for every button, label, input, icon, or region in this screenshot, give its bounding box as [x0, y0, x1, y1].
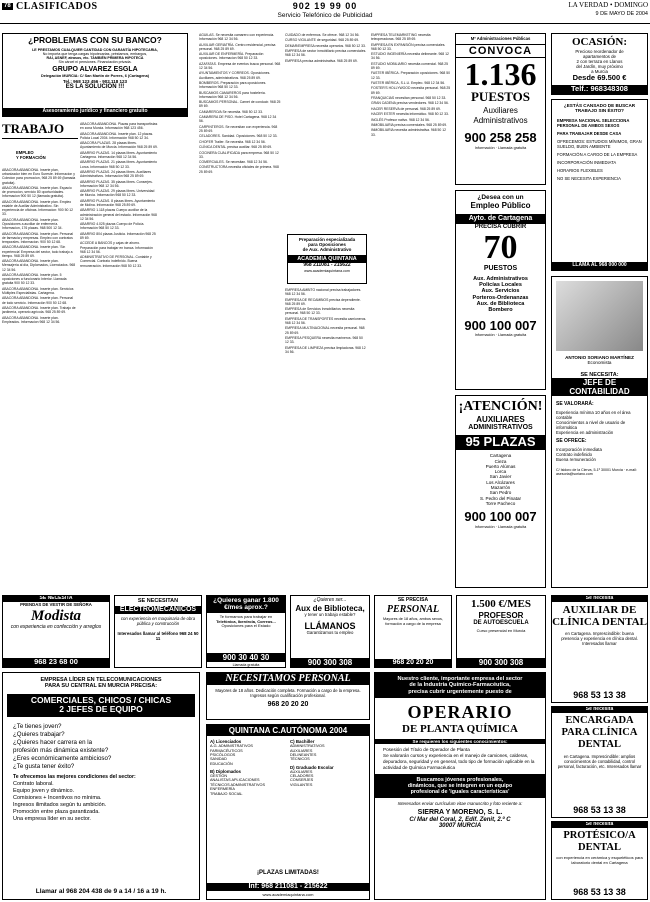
economista-val-heading: SE VALORARÁ: [556, 401, 594, 408]
telecom-offer: Equipo joven y dinámico. [13, 788, 75, 795]
list-ad-title2: TRABAJO SIN ÉXITO? [575, 108, 624, 114]
listing-item: ABACORA ABANDONA. Inserte plan. 'Sin experiencia' Empresa del sector, todo trabajo a tiempo. 968 25 89 69. [2, 245, 73, 258]
quimica-req: Posesión del Título de Operador de Planta [383, 746, 470, 752]
ad-ayto-cartagena-70 [455, 190, 546, 390]
listing-item: AGUILAS. Se necesita camarero con experiencia. Información 968 12 34 56. [199, 33, 275, 42]
quintana-item: AUXILIARES [290, 748, 313, 753]
academia-tel: 968 211081 - 215622 [303, 261, 351, 268]
biblio-tel: 900 300 308 [291, 658, 369, 667]
listing-item: CHOFER Trailer. Se necesita. 968 12 34 56. [199, 139, 266, 144]
quieres-line: Oposiciones para el Estado [221, 623, 271, 629]
electro-tel: Interesados llamar al teléfono 968 24 50 11 [117, 631, 199, 642]
dental-top: Se necesita [552, 822, 647, 828]
listings-column-1 [2, 168, 76, 588]
ad-banco-tel: Tel.: 968 123 456 - 902 118 123 [63, 78, 127, 84]
quieres-line: Telefónica, Iberdrola, Correos... [216, 618, 276, 624]
dental-top: Se necesita [552, 596, 647, 602]
list-ad-item: OFRECEMOS: ESTUDIOS MÍNIMOS, GRAN SUELDO, BUEN AMBIENTE [557, 138, 642, 149]
ad-problemas-banco [2, 33, 188, 117]
atencion-place: Puerto Alúmas [485, 463, 516, 469]
listing-item: ESTUDIO INGENIERÍA necesita delineante. 968 12 34 56. [371, 52, 449, 61]
quintana-tel: Inf: 968 211081 - 215622 [207, 883, 369, 891]
economista-val: Experiencia mínima 10 años en el área contable [556, 410, 631, 420]
electro-title: ELECTROMECÁNICOS [115, 606, 201, 614]
listing-item: CURSO VIGILANTE de seguridad. 968 25 89 69. [285, 38, 360, 43]
academia-line2: para Oposiciones [308, 242, 346, 248]
ayto-detail: Bombero [488, 307, 513, 314]
ad-profesor-autoescuela [456, 595, 546, 668]
economista-role: Economista [587, 360, 612, 366]
atencion-place: Los Alcázares [486, 479, 515, 485]
listing-item: ABACORA ABANDONA. Inserte plan. Empleados. Informacion 968 12 34 56. [2, 315, 61, 324]
ad-jefe-contabilidad [551, 276, 648, 588]
quintana-item: CELADORES [290, 774, 314, 779]
page-header [0, 0, 650, 24]
ayto-detail: Porteros-Ordenanzas [472, 294, 529, 301]
atencion-foot: Información · Llamada gratuita [474, 525, 527, 530]
listing-item: EMPRESA precisa administrativa. 968 25 89 69. [285, 58, 358, 63]
quintana-item: CONSERJES [290, 778, 314, 783]
page-number: 78 [4, 3, 11, 9]
listing-item: ABACORA ABANDONA. Plazas para transportistas en zona Murcia. Información 968 123 456. [80, 122, 158, 131]
telecom-question: ¿Quieres trabajar? [13, 731, 65, 739]
dental-title: PROTÉSICO/A DENTAL [563, 829, 636, 853]
quimica-profile: Buscamos jóvenes profesionales, [416, 776, 504, 783]
modista-desc: con experiencia en confección y arreglos [10, 623, 102, 630]
telecom-question: ¿Te tienes joven? [13, 723, 62, 731]
quintana-item: TÉCNICOS ADMINISTRATIVOS [210, 782, 265, 787]
list-ad-tel: LLAMA AL 968 000 000 [552, 262, 647, 270]
listing-item: ABACORA PLAZAS. 28 plazas libres. Ayuntamiento de Murcia. Información 968 25 89 69. [80, 141, 158, 150]
quintana-item: A.G. ADMINISTRATIVOS [210, 744, 253, 749]
ad-cansado-buscar-trabajo [551, 99, 648, 271]
modista-sub: PRENDAS DE VESTIR DE SEÑORA [20, 601, 92, 607]
trabajo-heading: TRABAJO [2, 122, 65, 136]
listing-item: EMPRESA de Servicios Inmobiliarios necesita personal. 968 50 12 33. [285, 307, 355, 316]
ayto-tel: 900 100 007 [464, 317, 537, 333]
convoca-foot: Información · Llamada gratuita [474, 145, 527, 150]
personal-tel: 968 20 20 20 [375, 659, 451, 667]
listing-item: EMPRESA DE RECAMBIOS precisa dependiente. 968 25 89 69. [285, 297, 361, 306]
quimica-city: 30007 MURCIA [438, 823, 482, 830]
listing-item: DEMAR/EMPRESA necesita operarios. 968 50 12 33. [285, 43, 366, 48]
economista-need: SE NECESITA: [580, 371, 619, 378]
convoca-top: Mº Administraciones Públicas [470, 36, 531, 41]
convoca-tel: 900 258 258 [464, 129, 537, 145]
quieres-line: Te formamos para trabajar en [219, 613, 273, 619]
telecom-question: ¿Quieres hacer carrera en la [13, 739, 93, 747]
telecom-question: ¿Te gusta tener éxito? [13, 763, 75, 771]
listing-item: ABARRIO 4.025 plazas Cuerpo de Policía. Información 968 50 12 33. [80, 222, 145, 231]
quintana-web: www.academiaquintana.com [262, 892, 314, 898]
ad-telecomunicaciones [2, 672, 200, 900]
quieres-foot: Llamada gratuita [232, 662, 260, 667]
ad-convoca-1136 [455, 33, 546, 185]
listing-item: HACER RESERVA de personal. 968 25 89 69. [371, 106, 441, 111]
listing-item: BUSCAMOS CAMAREROS para hostelería. Información 968 12 34 56. [199, 90, 266, 99]
ocasion-line: Precioso reordenador de [575, 48, 624, 54]
listing-item: ABACORA ABANDONA. Inserte plan. Personal de farmacia y empresas. Empleo con contratos temporales. Informacion. 900 50 12 68. [2, 231, 74, 244]
listing-item: CAMARERA DE PISO. Hotel Cartagena. 968 12 34 56. [199, 115, 277, 124]
atencion-place: Cieza [494, 458, 507, 464]
atencion-place: S. Pedro del Pinatar [479, 495, 522, 501]
economista-title1: JEFE DE [552, 378, 647, 387]
list-ad-item: PARA TRABAJAR DESDE CASA [557, 130, 622, 136]
ocasion-line: a Murcia [591, 68, 608, 74]
newspaper-name: LA VERDAD • DOMINGO [568, 1, 648, 9]
listing-item: COMERCIALES. Se necesitan. 968 12 34 56. [199, 160, 268, 165]
academia-brand: ACADEMIA QUINTANA [288, 255, 366, 263]
economista-off: Buena remuneración [556, 456, 596, 462]
academia-line1: Preparación especializada [298, 237, 356, 242]
ad-banco-office: Delegación MURCIA: C/ San Martín de Porres, 6 (Cartagena) [40, 74, 150, 79]
ad-banco-title: ¿PROBLEMAS CON SU BANCO? [28, 35, 162, 45]
ocasion-line: del Jardín, muy próximo [576, 63, 623, 69]
telecom-line1: EMPRESA LÍDER EN TELECOMUNICACIONES [40, 677, 162, 683]
quimica-line2: de la Industria Químico-Farmacéutica, [409, 682, 511, 689]
quieres-title: ¿Quieres ganar 1.800 €/mes aprox.? [207, 596, 285, 613]
logo-graphic-icon [556, 281, 643, 351]
listing-item: ABACORA ABANDONA. Inserte plan. Oposiciones a auxiliar de enfermería. Informacion, 176 plazas. 968 500 12 34. [2, 217, 63, 231]
list-ad-item: HORARIOS FLEXIBLES [557, 167, 603, 173]
listing-item: AUXILIAR GERIATRÍA. Centro residencial, precisa personal. 968 25 89 69. [199, 42, 276, 51]
necesitamos-tel: 968 20 20 20 [267, 700, 309, 708]
listing-item: AYUNTAMIENTOS Y CORREOS. Oposiciones. Auxiliares, administrativos. 968 25 89 69. [199, 71, 271, 80]
convoca-puestos: PUESTOS [470, 89, 530, 105]
quintana-item: FARMACÉUTICOS [210, 748, 243, 753]
listing-item: CARPINTEROS. Se necesitan con experiencia. 968 25 89 69. [199, 124, 278, 133]
atencion-place: Cartagena [489, 453, 512, 459]
ocasion-tel: Telf.: 968348308 [552, 85, 647, 94]
quintana-item: SANIDAD [210, 757, 227, 762]
listing-item: CAMARERO/A Se necesita. 968 50 12 33. [199, 109, 263, 114]
quintana-group-heading: C) Bachiller [290, 739, 315, 745]
ad-banco-line2: No importa que tenga cargas hipotecarias, préstamos, embargos, [42, 51, 148, 56]
listing-item: COCINERA CUALIFICADA para empresa. 968 50 12 33. [199, 150, 279, 159]
ad-banco-brand: GRUPO ALVAREZ ESGLA [52, 66, 138, 74]
listing-item: ABACORA ABANDONA. Inserte plan. Empleo estable de Auxiliar Administrativo. Sin experiencia de oficinas. Informacion: 900 50 12 33. [2, 199, 74, 217]
dental-desc: con experiencia en cerámica y esqueléticos para laboratorio dental en Cartagena [556, 854, 643, 865]
listings-column-4-top [285, 33, 367, 231]
ocasion-price: Desde 69.500 € [572, 72, 627, 82]
ad-aux-biblioteca [290, 595, 370, 668]
telecom-title2: 2 JEFES DE EQUIPO [59, 704, 143, 715]
modista-top: SE NECESITA [3, 596, 109, 602]
economista-contact: C/ Isidoro de la Cierva, 5-1º 30001 Murcia · e-mail: asesoria@soriano.com [556, 467, 637, 477]
listing-item: ABACORA ABANDONA. Inserte plan. Personal de todo servicio. Información 900 50 12 68. [2, 296, 74, 305]
listing-item: EMPRESA DE TRANSPORTES necesita camioneros. 968 12 34 56. [285, 316, 367, 325]
telecom-offer: Ingresos ilimitados según tu ambición. [13, 802, 107, 809]
listing-item: ABARRIO PLAZAS. 8 plazas libres. Ayuntamiento de Molina. Información 968 25 89 69. [80, 198, 156, 207]
listing-item: ABARRIO 804 plazas Justicia. Información 968 25 89 69. [80, 231, 156, 240]
listing-item: EMPRESA DE LIMPIEZA precisa limpiadoras. 968 12 34 56. [285, 345, 366, 354]
convoca-sub1: Auxiliares [483, 106, 518, 116]
telecom-offer: Contrato laboral. [13, 781, 54, 788]
atencion-sub2: ADMINISTRATIVOS [468, 424, 533, 432]
empleo-label: EMPLEO [16, 149, 34, 155]
necesitamos-head: NECESITAMOS PERSONAL [207, 673, 369, 685]
ayto-foot: Información · Llamada gratuita [474, 333, 527, 338]
ad-encargada-clinica-dental [551, 706, 648, 818]
ad-banco-slogan: ES LA SOLUCIÓN !!! [65, 83, 125, 90]
ocasion-line: 2 con terraza en Llanos [576, 58, 623, 64]
issue-date: 9 DE MAYO DE 2004 [595, 11, 648, 17]
quimica-profile: profesional de 'iguales características' [410, 789, 510, 796]
profesor-sub: DE AUTOESCUELA [473, 619, 529, 626]
ayto-puestos: PUESTOS [483, 264, 518, 272]
dental-tel: 968 53 13 38 [573, 689, 626, 700]
quintana-item: ANALISTAS APLICACIONES [210, 778, 260, 783]
ayto-line2: Empleo Público [470, 201, 531, 211]
dental-desc: en Cartagena. Imprescindible: amplios conocimientos de contabilidad, control personal, facturación, etc. Interesados llamar [557, 753, 642, 769]
profesor-title: PROFESOR [478, 610, 524, 620]
academia-web: www.academiaquintana.com [304, 268, 350, 273]
listing-item: INMOBILIARIA precisa comerciales. 968 25 89 69. [371, 122, 448, 127]
header-service: Servicio Telefónico de Publicidad [277, 12, 373, 19]
listing-item: EMPRESA MULTINACIONAL necesita personal. 968 25 89 69. [285, 326, 365, 335]
ayto-number: 70 [483, 228, 518, 266]
quintana-item: ENFERMERÍA [210, 787, 235, 792]
listing-item: BUSCAMOS PERSONAL. Carnet de conducir. 968 25 89 69. [199, 100, 281, 109]
quintana-item: EDUCACIÓN [210, 761, 233, 766]
ad-operario-planta-quimica [374, 672, 546, 900]
atencion-place: San Pedro [489, 490, 512, 496]
listing-item: ABACORA ABANDONA. Inserte plan. Espacio de promocion, servicio 80 oportunidades. Informacion 900 50 12 (llamada gratuita). [2, 186, 72, 199]
listing-item: ABARRIO PLAZAS. 14 plazas libres. Ayuntamiento Cartagena. Información 968 12 34 56. [80, 150, 158, 159]
trabajo-heading-block [2, 122, 78, 162]
profesor-price: 1.500 €/MES [471, 598, 531, 610]
necesitamos-desc: Mayores de 18 años. Dedicación completa. Formación a cargo de la empresa. Ingresos según cualificación profesional. [215, 687, 361, 698]
listing-item: ABARRIO 1.118 plazas Cuerpo auxiliar de la administración general del estado. Información 968 12 34 56. [80, 208, 157, 221]
profesor-tel: 900 300 308 [457, 658, 545, 667]
telecom-offer: Una empresa líder en su sector. [13, 816, 91, 823]
listing-item: ABACORA ABANDONA. Inserte plan. 5 oposiciones a funcionario Interior. Llamada gratuita 900 50 12 33. [2, 272, 67, 286]
listing-item: CONSTRUCTORA necesita oficiales de primera. 968 25 89 69. [199, 165, 279, 174]
listing-item: ABACORA ABANDONA. Inserte plan, urbanizador bien en Euro Sureste. Informacion y Colecion para promocion, 968 25 89 69 (llamada gratuita). [2, 168, 76, 185]
ad-modista [2, 595, 110, 668]
quintana-item: DELINEANTES [290, 752, 317, 757]
atencion-place: Mazarrón [490, 484, 511, 490]
dental-tel: 968 53 13 38 [573, 886, 626, 897]
atencion-tel: 900 100 007 [464, 509, 537, 525]
listing-item: CELADORES. Sanidad. Oposiciones. 968 50 12 33. [199, 134, 278, 139]
economista-off-heading: SE OFRECE: [556, 438, 587, 444]
quimica-profile: dinámicos, que se integren en un equipo [407, 783, 513, 790]
biblio-top: ¿Quieres ser... [313, 597, 347, 603]
listing-item: FOSTER'S HOLLYWOOD necesita personal. 968 25 89 69. [371, 86, 451, 95]
quimica-company: SIERRA Y MORENO, S. L. [417, 808, 503, 816]
list-ad-item: EMPRESA NACIONAL SELECCIONA PERSONAL DE AMBOS SEXOS [557, 117, 630, 128]
ayto-detail: Policías Locales [479, 281, 522, 288]
listing-item: EMPRESA AMBITO nacional precisa trabajadores. 968 12 34 56. [285, 288, 362, 297]
ocasion-line: apartamentos de [583, 53, 616, 59]
listing-item: ABACORA ABANDONA. Inserte plan. Mensajería al día, Diplomados, Licenciados. 968 12 34 56. [2, 259, 76, 272]
biblio-note: Garantizamos tu empleo [306, 630, 354, 636]
ocasion-title: OCASIÓN: [571, 36, 627, 48]
quintana-foot: ¡PLAZAS LIMITADAS! [257, 870, 319, 877]
telecom-offer: Comisiones + Incentivos no mínima. [13, 795, 102, 802]
quintana-group-heading: B) Diplomados [210, 769, 241, 775]
formacion-label: Y FORMACIÓN [16, 154, 46, 160]
atencion-title: ¡ATENCIÓN! [458, 399, 543, 414]
quintana-item: TRABAJO SOCIAL [210, 791, 243, 796]
telecom-title1: COMERCIALES, CHICOS / CHICAS [30, 694, 172, 705]
convoca-sub2: Administrativos [473, 115, 528, 125]
ayto-detail: Aux. Administrativos [473, 275, 528, 282]
ad-quintana-autonoma [206, 724, 370, 900]
quimica-req-heading: Se requieren los siguientes conocimientos: [375, 739, 545, 744]
listing-item: EMPRESA TELEMARKETING necesita teleoperadoras. 968 25 89 69. [371, 33, 431, 42]
modista-brand: Modista [30, 607, 81, 624]
listings-column-2 [80, 122, 158, 588]
atencion-place: San Javier [489, 474, 512, 480]
academia-line3: de Aux. Administrativo [302, 247, 352, 253]
ad-quieres-ganar [206, 595, 286, 668]
listing-item: EMPRESA de sector inmobiliario precisa comerciales. 968 12 34 56. [285, 49, 367, 58]
listing-item: ESTUDIO MOBILIARIO necesita comercial. 968 25 89 69. [371, 61, 449, 70]
ayto-line1: ¿Desea con un [477, 194, 524, 201]
quimica-title2: DE PLANTA QUÍMICA [402, 722, 518, 735]
listing-item: AZAFATAS. Empresa de eventos busca personal. 968 12 34 56. [199, 61, 281, 70]
ad-se-precisa-personal [374, 595, 452, 668]
ayto-detail: Aux. Servicios [481, 288, 520, 295]
ad-auxiliar-clinica-dental [551, 595, 648, 703]
telecom-question: profesión más dinámica existente? [13, 747, 109, 755]
listing-item: ABACORA ABANDONA. Inserte plan. 12 plazas. Policia Local 2004. Información 968 50 12 34. [80, 131, 154, 140]
dental-title: AUXILIAR DE CLÍNICA DENTAL [552, 603, 647, 628]
dental-title: ENCARGADA PARA CLÍNICA DENTAL [561, 714, 638, 750]
biblio-call: LLÁMANOS [304, 620, 356, 631]
header-phone: 902 19 99 00 [292, 1, 358, 11]
listing-item: EMPRESA PESQUERA necesita marineros. 968 50 12 33. [285, 335, 363, 345]
telecom-offer-heading: Te ofrecemos las mejores condiciones del sector: [13, 774, 136, 781]
listing-item: ABARRIO PLAZAS. 29 plazas libres. Universidad de Murcia. Información 968 50 12 33. [80, 189, 155, 198]
biblio-title: Aux de Biblioteca, [295, 603, 365, 613]
listings-column-4-bottom [285, 288, 367, 588]
quintana-title: QUINTANA C.AUTÓNOMA 2004 [207, 725, 369, 736]
convoca-number: 1.136 [464, 56, 537, 93]
ad-banco-line1: LE PRESTAMOS CUALQUIER CANTIDAD CON GARANTÍA HIPOTECARIA, [32, 47, 158, 52]
atencion-place: Torre Pacheco [485, 500, 516, 506]
listing-item: AUXILIAR DE ENFERMERÍA. Preparación oposiciones. Informacion 968 50 12 33. [199, 52, 264, 61]
ad-academia-quintana [287, 234, 367, 284]
listing-item: EMPRESA EN EXPANSIÓN precisa comerciales. 968 50 12 33. [371, 42, 446, 51]
ayto-line4: PRECISA CUBRIR [474, 223, 527, 230]
electro-top: SE NECESITAN [137, 598, 179, 604]
listing-item: ABARRIO PLAZAS. 35 plazas libres. Conserjes. Información 968 12 34 56. [80, 179, 153, 188]
ad-protesico-dental [551, 821, 648, 900]
ad-ocasion [551, 33, 648, 95]
quintana-item: AUXILIARES [290, 769, 313, 774]
listing-item: GRAN CADENA precisa vendedores. 968 12 34 56. [371, 101, 449, 106]
quimica-line3: precisa cubrir urgentemente puesto de [408, 688, 512, 695]
quimica-req: Se valorarán cursos y experiencia en el manejo de camiones, calderas, depuradora, seguridad y en general, todo tipo de formación aplicable en la actividad de Química Farmacéutica [383, 752, 535, 770]
listing-item: ABARRIO PLAZAS. 24 plazas libres. Auxiliares Administrativos. Información 968 25 89 69. [80, 169, 152, 179]
list-ad-item: NO SE NECESITA EXPERIENCIA [557, 175, 621, 181]
ad-electromecanicos [114, 595, 202, 668]
listing-item: ABACORA ABANDONA. Inserte plan. Servicios Múltiples Especialistas. Cartagena. [2, 286, 74, 295]
personal-desc: Mayores de 18 años, ambos sexos, formación a cargo de la empresa [383, 617, 443, 626]
ad-banco-footer: Asesoramiento jurídico y financiero gratuito [3, 108, 187, 116]
atencion-sub1: AUXILIARES [476, 415, 525, 425]
ad-banco-line3: RAI, ASNEF, atrasos, etc. TAMBIÉN PRIMERA HIPOTECA [46, 56, 144, 61]
convoca-word: CONVOCA [456, 44, 545, 59]
quimica-send: Interesados enviar currículum vitae manuscrito y foto reciente a: [397, 801, 523, 807]
list-ad-item: FORMACIÓN A CARGO DE LA EMPRESA [557, 151, 638, 157]
ad-banco-line4: Sin cárcel ni pensiones. Financiación privada. [58, 60, 132, 65]
listing-item: INGLÉS Profesor nativo. 968 12 34 56. [371, 117, 430, 122]
ayto-detail: Aux. de Biblioteca [476, 300, 525, 307]
listing-item: FASTER IBÉRICA. Preparación oposiciones. 968 50 12 33. [371, 71, 450, 80]
electro-desc: con experiencia en maquinaria de obra pública y construcción [120, 616, 196, 627]
economista-val: Experiencia en administración [556, 430, 614, 435]
economista-name: ANTONIO SORIANO MARTÍNEZ [565, 355, 634, 360]
quieres-tel: 900 30 40 30 [207, 653, 285, 662]
listing-item: ADMINISTRATIVO DE PERSONAL. Contable y Comercial. Contrato indefinido. Buena remuneración. Información 968 50 12 33. [80, 255, 152, 268]
listing-item: ABACORA ABANDONA. Inserte plan. Trabajo de jardinería, operario agrícola. 968 25 89 69. [2, 305, 76, 315]
quintana-item: ADMINISTRATIVOS [290, 744, 325, 749]
biblio-sub: y tener un trabajo estable? [304, 611, 356, 617]
listing-item: ACCEDE A BANCOS y cajas de ahorro. Preparación para trabajar en banca. Información 968 12 34 56. [80, 241, 153, 254]
listing-item: CUIDADO de enfermos. Se ofrece. 968 12 34 56. [285, 33, 360, 37]
listing-item: ABARRIO PLAZAS. 21 plazas libres. Ayuntamiento Lorca. Información 968 50 12 33. [80, 160, 158, 169]
section-title: CLASIFICADOS [16, 1, 98, 12]
dental-top: Se necesita [552, 707, 647, 713]
quintana-item: PSICÓLOGOS [210, 752, 236, 757]
quimica-address: C/ Mar del Coral, 2, Edif. Zenit, 2.º C [409, 816, 511, 823]
atencion-plazas: 95 PLAZAS [456, 435, 545, 450]
telecom-offer: Promoción entre plaza garantizada. [13, 809, 100, 816]
quintana-group-heading: A) Licenciados [210, 739, 242, 745]
telecom-call: Llamar al 968 204 438 de 9 a 14 / 16 a 19 h. [35, 887, 167, 895]
personal-top: SE PRECISA [397, 597, 429, 603]
listings-column-3 [199, 33, 281, 588]
modista-tel: 968 23 68 00 [3, 658, 109, 667]
quimica-line1: Nuestro cliente, importante empresa del sector [397, 676, 523, 682]
economista-val: Conocimientos a nivel de usuario de informática [556, 420, 626, 430]
listing-item: FASTER IBÉRICA, S.L.U. Empleo. 968 12 34 56. [371, 80, 446, 85]
list-ad-title1: ¿ESTÁS CANSADO DE BUSCAR [563, 103, 636, 108]
listing-item: BOMBEROS. Preparación para oposiciones. Información 968 50 12 33. [199, 80, 267, 90]
listing-item: HACER ESTER necesita informático. 968 50 12 33. [371, 112, 449, 117]
economista-title2: CONTABILIDAD [552, 387, 647, 396]
ayto-line3: Ayto. de Cartagena [456, 214, 545, 224]
economista-off: Contrato indefinido [556, 451, 593, 457]
quintana-item: VIGILANTES [290, 782, 313, 787]
telecom-question: ¿Eres económicamente ambicioso? [13, 755, 112, 763]
quintana-item: TÉCNICOS [290, 757, 310, 762]
listings-column-5 [371, 33, 451, 588]
telecom-line2: PARA SU CENTRAL EN MURCIA PRECISA: [44, 683, 158, 690]
list-ad-item: INCORPORACIÓN INMEDIATA [557, 159, 617, 165]
profesor-desc: Curso presencial en Murcia [476, 627, 526, 633]
listing-item: CLÍNICA DENTAL precisa auxiliar. 968 25 89 69. [199, 145, 273, 150]
quintana-group-heading: D) Graduado Escolar [290, 764, 334, 770]
ad-atencion-95-plazas [455, 395, 546, 588]
atencion-place: Lorca [494, 469, 507, 475]
dental-desc: en Cartagena. Imprescindible: buena presencia y experiencia en clínica dental. Interesados llamar [561, 630, 638, 646]
personal-title: PERSONAL [386, 603, 440, 615]
economista-off: Incorporación inmediata [556, 446, 602, 452]
quintana-item: GESTIÓN [210, 774, 228, 779]
listing-item: FRANQUICIAS necesitan personal. 968 50 12 33. [371, 95, 447, 100]
quimica-title1: OPERARIO [407, 702, 513, 723]
listing-item: INMOBILIARIA necesita administrativa. 968 50 12 33. [371, 128, 447, 137]
dental-tel: 968 53 13 38 [573, 804, 626, 815]
ad-necesitamos-personal [206, 672, 370, 720]
